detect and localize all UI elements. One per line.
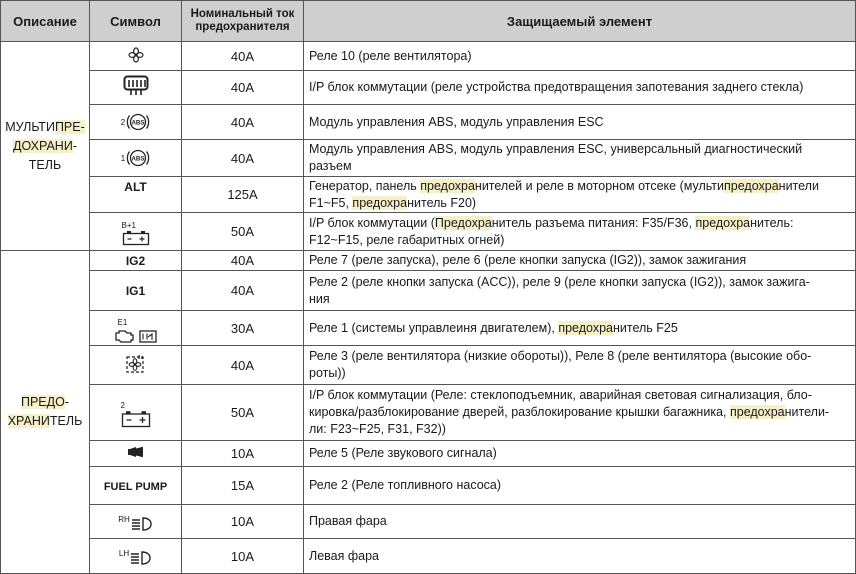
category-text: МУЛЬТИ — [5, 119, 55, 134]
header-rating — [182, 1, 304, 42]
symbol-number: RH — [118, 514, 130, 524]
symbol-cell — [90, 271, 182, 311]
cooling-fan-icon — [125, 354, 147, 374]
table-row — [1, 346, 856, 385]
desc-cell: Модуль управления ABS, модуль управления ESC — [304, 105, 856, 140]
symbol-cell — [90, 140, 182, 177]
desc-line: ния — [309, 291, 330, 306]
amp-cell: 50A — [182, 213, 304, 251]
rear-defrost-icon — [123, 75, 149, 97]
desc-cell — [304, 140, 856, 177]
desc-cell — [304, 177, 856, 213]
table-row — [1, 140, 856, 177]
headlamp-icon — [118, 515, 153, 533]
category-text-highlight: ПРЕДО — [20, 395, 65, 409]
engine-ecu-icon — [114, 319, 158, 343]
category-text-highlight: ДОХРАНИ — [13, 138, 73, 153]
symbol-cell — [90, 213, 182, 251]
category-text-highlight: ПРЕ- — [54, 119, 85, 134]
desc-text: I/P блок коммутации ( — [309, 215, 435, 230]
desc-text: нитель разъема питания: F35/F36, — [491, 215, 696, 230]
desc-line: Реле 2 (реле кнопки запуска (ACC)), реле 9 (реле кнопки запуска (IG2)), замок зажига- — [309, 274, 810, 289]
desc-text: F12~F15, реле габаритных огней) — [309, 232, 505, 247]
battery-icon — [122, 222, 150, 246]
desc-text: ли: F23~F25, F31, F32)) — [309, 422, 446, 436]
table-row — [1, 467, 856, 505]
alt-label: ALT — [124, 180, 147, 194]
header-symbol: Символ — [90, 1, 182, 42]
table-row — [1, 251, 856, 271]
desc-text: нителей и реле в моторном отсеке (мульти — [474, 178, 724, 193]
symbol-cell — [90, 505, 182, 539]
desc-highlight: предохра — [420, 178, 475, 193]
desc-text: нители — [778, 178, 819, 193]
symbol-cell — [90, 71, 182, 105]
abs-icon — [121, 111, 150, 133]
table-row — [1, 213, 856, 251]
table-row — [1, 71, 856, 105]
desc-text: нитель F20) — [407, 195, 477, 210]
amp-cell: 40A — [182, 42, 304, 71]
desc-cell — [304, 346, 856, 385]
desc-line: Модуль управления ABS, модуль управления ESC, универсальный диагностический — [309, 142, 803, 156]
symbol-number: E1 — [117, 317, 128, 327]
symbol-number: 2 — [120, 401, 125, 410]
desc-highlight: предохра — [724, 178, 779, 193]
desc-cell — [304, 311, 856, 346]
desc-text: Реле 1 (системы управлеиня двигателем), — [309, 320, 559, 335]
desc-line: роты)) — [309, 366, 346, 380]
symbol-cell — [90, 105, 182, 140]
symbol-cell — [90, 441, 182, 467]
symbol-number: 2 — [120, 117, 126, 127]
desc-highlight: предохра — [352, 195, 408, 210]
symbol-cell — [90, 311, 182, 346]
category-multi-fuse — [1, 42, 90, 251]
amp-cell: 10A — [182, 505, 304, 539]
table-row — [1, 385, 856, 441]
fan-icon — [128, 47, 144, 63]
battery-icon — [121, 402, 151, 428]
symbol-cell — [90, 385, 182, 441]
desc-cell: Правая фара — [304, 505, 856, 539]
symbol-number: LH — [118, 549, 130, 558]
category-text: - — [64, 395, 70, 409]
amp-cell: 125A — [182, 177, 304, 213]
amp-cell: 50A — [182, 385, 304, 441]
header-description: Описание — [1, 1, 90, 42]
header-row — [1, 1, 856, 42]
header-protected: Защищаемый элемент — [304, 1, 856, 42]
amp-cell: 40A — [182, 140, 304, 177]
table-row — [1, 105, 856, 140]
amp-cell: 15A — [182, 467, 304, 505]
table-row — [1, 539, 856, 574]
desc-text: нитель F25 — [612, 320, 678, 335]
category-fuse — [1, 251, 90, 574]
category-text: ТЕЛЬ — [28, 157, 62, 172]
desc-cell: Реле 2 (Реле топливного насоса) — [304, 467, 856, 505]
desc-line: разъем — [309, 159, 352, 173]
desc-highlight: предохра — [695, 215, 751, 230]
desc-line: Реле 3 (реле вентилятора (низкие обороты)), Реле 8 (реле вентилятора (высокие обо- — [309, 349, 812, 363]
category-text-highlight: ХРАНИ — [7, 414, 50, 428]
amp-cell: 40A — [182, 346, 304, 385]
symbol-cell — [90, 467, 182, 505]
amp-cell: 40A — [182, 105, 304, 140]
desc-text: I/P блок коммутации (Реле: стеклоподъемник, аварийная световая сигнализация, бло- — [309, 388, 812, 402]
abs-icon — [121, 147, 150, 169]
header-rating-line1: Номинальный ток — [190, 8, 295, 20]
amp-cell: 10A — [182, 539, 304, 574]
desc-cell: Реле 7 (реле запуска), реле 6 (реле кнопки запуска (IG2)), замок зажигания — [304, 251, 856, 271]
desc-highlight: Предохра — [434, 215, 492, 230]
desc-cell: Реле 5 (Реле звукового сигнала) — [304, 441, 856, 467]
symbol-cell — [90, 251, 182, 271]
desc-text: кировка/разблокирование дверей, разблокирование крышки багажника, — [309, 405, 730, 419]
desc-cell — [304, 271, 856, 311]
desc-cell — [304, 385, 856, 441]
desc-cell: I/P блок коммутации (реле устройства предотвращения запотевания заднего стекла) — [304, 71, 856, 105]
amp-cell: 10A — [182, 441, 304, 467]
category-text: ТЕЛЬ — [49, 414, 83, 428]
desc-text: F1~F5, — [309, 195, 353, 210]
symbol-cell — [90, 177, 182, 213]
ig1-label: IG1 — [125, 283, 146, 298]
desc-highlight: предохра — [729, 405, 785, 419]
symbol-number: 1 — [120, 153, 126, 163]
abs-text: ABS — [131, 119, 145, 127]
headlamp-icon — [119, 549, 152, 567]
table-row — [1, 505, 856, 539]
symbol-cell — [90, 42, 182, 71]
desc-cell: Реле 10 (реле вентилятора) — [304, 42, 856, 71]
desc-cell: Левая фара — [304, 539, 856, 574]
table-row — [1, 441, 856, 467]
symbol-cell — [90, 346, 182, 385]
header-rating-line2: предохранителя — [195, 21, 290, 33]
ig2-label: IG2 — [125, 253, 146, 268]
amp-cell: 40A — [182, 71, 304, 105]
table-row — [1, 311, 856, 346]
category-text: - — [72, 138, 77, 153]
symbol-cell — [90, 539, 182, 574]
desc-text: нитель: — [750, 215, 794, 230]
table-row — [1, 271, 856, 311]
symbol-number: B+1 — [121, 221, 136, 230]
desc-text: нители- — [784, 405, 830, 419]
desc-cell — [304, 213, 856, 251]
amp-cell: 30A — [182, 311, 304, 346]
abs-text: ABS — [131, 155, 145, 163]
amp-cell: 40A — [182, 271, 304, 311]
horn-icon — [127, 446, 145, 458]
table-row — [1, 42, 856, 71]
table-row — [1, 177, 856, 213]
amp-cell: 40A — [182, 251, 304, 271]
desc-highlight: предохра — [558, 320, 613, 335]
fuel-pump-label: FUEL PUMP — [103, 480, 168, 493]
desc-text: Генератор, панель — [309, 178, 421, 193]
